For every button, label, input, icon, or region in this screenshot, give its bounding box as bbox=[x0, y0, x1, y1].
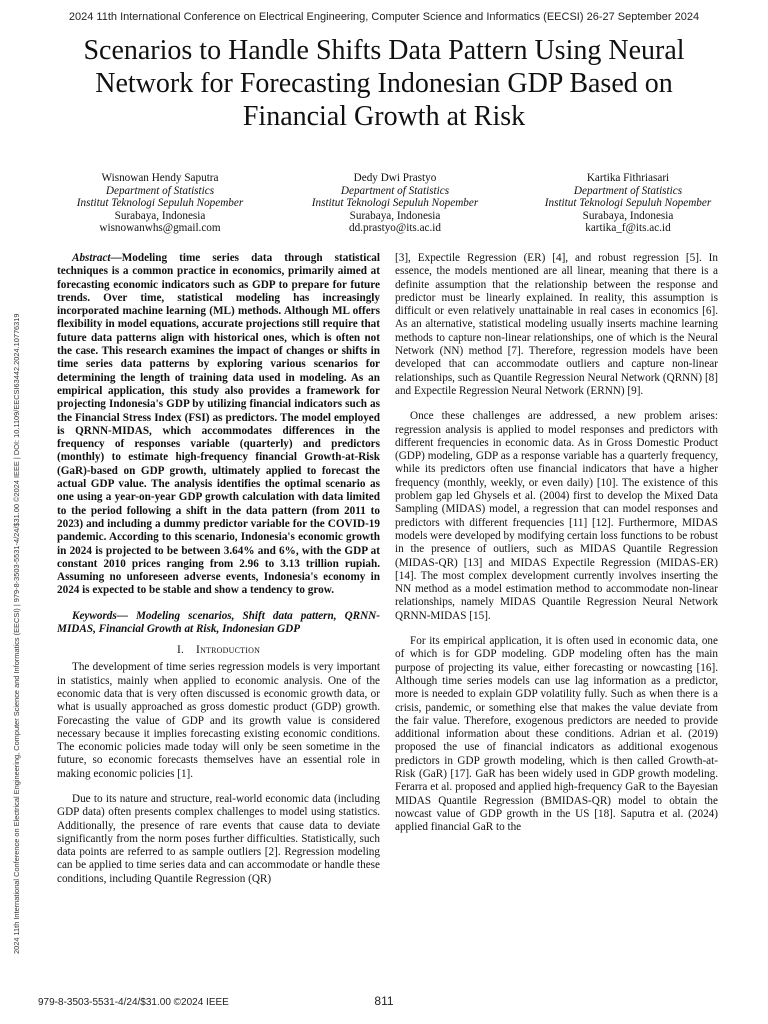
author-city: Surabaya, Indonesia bbox=[349, 209, 441, 222]
author-department: Department of Statistics bbox=[573, 184, 683, 197]
author-name: Kartika Fithriasari bbox=[586, 172, 670, 184]
body-paragraph: Due to its nature and structure, real-world economic data (including GDP data) often presents complex challenges to model using statistics. Additionally, the presence of rare events that cause data to deviate significantly from the norm poses further difficulties. Statistically, such data points are referred to as sample outliers [2]. Regression modeling can be applied to time series data and can accommodate or handle these conditions, including Quantile Regression (QR) bbox=[57, 792, 380, 885]
footer-isbn: 979-8-3503-5531-4/24/$31.00 ©2024 IEEE bbox=[38, 997, 229, 1008]
author-institution: Institut Teknologi Sepuluh Nopember bbox=[544, 197, 712, 210]
author-city: Surabaya, Indonesia bbox=[114, 209, 206, 222]
author-department: Department of Statistics bbox=[105, 184, 215, 197]
paper-title: Scenarios to Handle Shifts Data Pattern Using Neural Network for Forecasting Indonesian GDP Based on Financial Growth at Risk bbox=[83, 35, 685, 132]
right-column bbox=[395, 252, 718, 834]
side-doi-strip: 2024 11th International Conference on Electrical Engineering, Computer Science and Informatics (EECSI) | 979-8-3503-5531-4/24/$31.00 ©2024 IEEE | DOI: 10.1109/EECSI63442.2024.10776319 bbox=[12, 313, 21, 954]
keywords: Keywords— Modeling scenarios, Shift data pattern, QRNN-MIDAS, Financial Growth at Risk, Indonesian GDP bbox=[57, 609, 380, 636]
section-heading-introduction bbox=[57, 644, 380, 656]
body-paragraph: [3], Expectile Regression (ER) [4], and robust regression [5]. In essence, the models mentioned are all linear, meaning that there is a definite assumption that the relationship between the response and predictor must be linearly explained. In reality, this assumption is difficult or even relatively unattainable in real cases in economics [6]. As an alternative, statistical modeling usually inserts machine learning methods to capture non-linear relationships, one of which is the Neural Network (NN) method [7]. Therefore, regression models have been developed that can accommodate outliers and capture non-linear relationships, such as Quantile Regression Neural Network (QRNN) [8] and Expectile Regression Neural Network (ERNN) [9]. bbox=[395, 252, 718, 397]
page-number: 811 bbox=[374, 994, 394, 1008]
author-department: Department of Statistics bbox=[340, 184, 450, 197]
abstract-lead: Abstract bbox=[72, 252, 111, 264]
author-email[interactable]: kartika_f@its.ac.id bbox=[585, 222, 671, 235]
section-title: Introduction bbox=[196, 644, 261, 657]
left-column bbox=[57, 252, 380, 886]
body-paragraph: Once these challenges are addressed, a new problem arises: regression analysis is applied to model responses and predictors with different frequencies in economic data. As in Gross Domestic Product (GDP) modeling, GDP as a response variable has a quarterly frequency, while its predictors often use financial indicators that have a higher frequency (monthly, weekly, or even daily) [10]. The existence of this problem gap led Ghysels et al. (2004) first to develop the Mixed Data Sampling (MIDAS) model, a regression that can model responses and predictors with different frequencies [11] [12]. Furthermore, MIDAS models were developed by modifying certain loss functions to be robust in the presence of outliers, such as MIDAS Quantile Regression (MIDAS-QR) [13] and MIDAS Expectile Regression (MIDAS-ER) [14]. The most complex development currently involves inserting the NN method as a model estimation method to accommodate non-linear relationships, namely MIDAS Quantile Regression Neural Network QRNN-MIDAS [15]. bbox=[395, 410, 718, 622]
conference-header: 2024 11th International Conference on Electrical Engineering, Computer Science and Informatics (EECSI) 26-27 September 2024 bbox=[68, 11, 700, 23]
abstract-text: —Modeling time series data through statistical techniques is a common practice in economics, primarily aimed at forecasting economic indicators such as GDP to prepare for future trends. Over time, statistical modeling has increasingly incorporated machine learning (ML) methods. Although ML offers flexibility in model equations, accurate projections still require that future data patterns align with historical ones, which is often not the case. This research examines the impact of changes or shifts in time series data patterns by exploring various scenarios for determining the length of training data used in modeling. As an empirical application, this study also provides a framework for projecting Indonesia's GDP by utilizing financial indicators such as the Financial Stress Index (FSI) as predictors. The model employed is QRNN-MIDAS, which accommodates differences in the frequency of responses variable (quarterly) and predictors (monthly) to estimate high-frequency financial Growth-at-Risk (GaR)-based on GDP growth, ultimately applied to forecast the actual GDP value. The analysis identifies the optimal scenario as one using a year-on-year GDP growth calculation with data limited to the period following a shift in the data pattern (from 2011 to 2023) and including a dummy predictor variable for the COVID-19 pandemic. According to this scenario, Indonesia's economic growth in 2024 is projected to be between 3.64% and 6%, with the GDP at constant 2010 prices ranging from 2.96 to 3.13 trillion rupiah. Assuming no unforeseen adverse events, Indonesia's economy in 2024 is expected to be stable and show a tendency to grow. bbox=[57, 252, 380, 597]
author-1 bbox=[40, 172, 280, 235]
abstract bbox=[57, 252, 380, 598]
body-paragraph: The development of time series regression models is very important in statistics, mainly when applied to economic analysis. One of the economic data that is very often discussed is economic growth data, or what is usually approached as gross domestic product (GDP) growth. Forecasting the value of GDP and its growth value is considered necessary because it implies forecasting existing economic conditions. The economic policies made today will only be seen sometime in the future, so economic forecasts themselves have an essential role in making economic policies [1]. bbox=[57, 661, 380, 780]
author-name: Wisnowan Hendy Saputra bbox=[101, 172, 219, 184]
author-email[interactable]: wisnowanwhs@gmail.com bbox=[99, 222, 221, 235]
body-paragraph: For its empirical application, it is often used in economic data, one of which is for GDP modeling. GDP modeling often has the main purpose of projecting its value, either forecasting or nowcasting [16]. Although time series models can use lag information as a predictor, more is needed to explain GDP volatility fully. Such as when there is a crisis, pandemic, or something else that makes the value deviate from the fair value. Therefore, exogenous predictors are needed to provide additional information about these conditions. Adrian et al. (2019) proposed the use of financial indicators as additional exogenous predictors in GDP growth modeling, which is then called Growth-at-Risk (GaR) [17]. GaR has been widely used in GDP growth modeling. Ferarra et al. proposed and applied high-frequency GaR to the Bayesian MIDAS Quantile Regression (BMIDAS-QR) model to obtain the nowcast value of GDP growth in the US [18]. Saputra et al. (2024) applied financial GaR to the bbox=[395, 635, 718, 834]
author-name: Dedy Dwi Prastyo bbox=[353, 172, 437, 184]
author-email[interactable]: dd.prastyo@its.ac.id bbox=[348, 222, 442, 235]
author-2 bbox=[275, 172, 515, 235]
author-institution: Institut Teknologi Sepuluh Nopember bbox=[311, 197, 479, 210]
section-number: I. bbox=[176, 644, 185, 657]
author-institution: Institut Teknologi Sepuluh Nopember bbox=[76, 197, 244, 210]
author-3 bbox=[508, 172, 748, 235]
author-city: Surabaya, Indonesia bbox=[582, 209, 674, 222]
